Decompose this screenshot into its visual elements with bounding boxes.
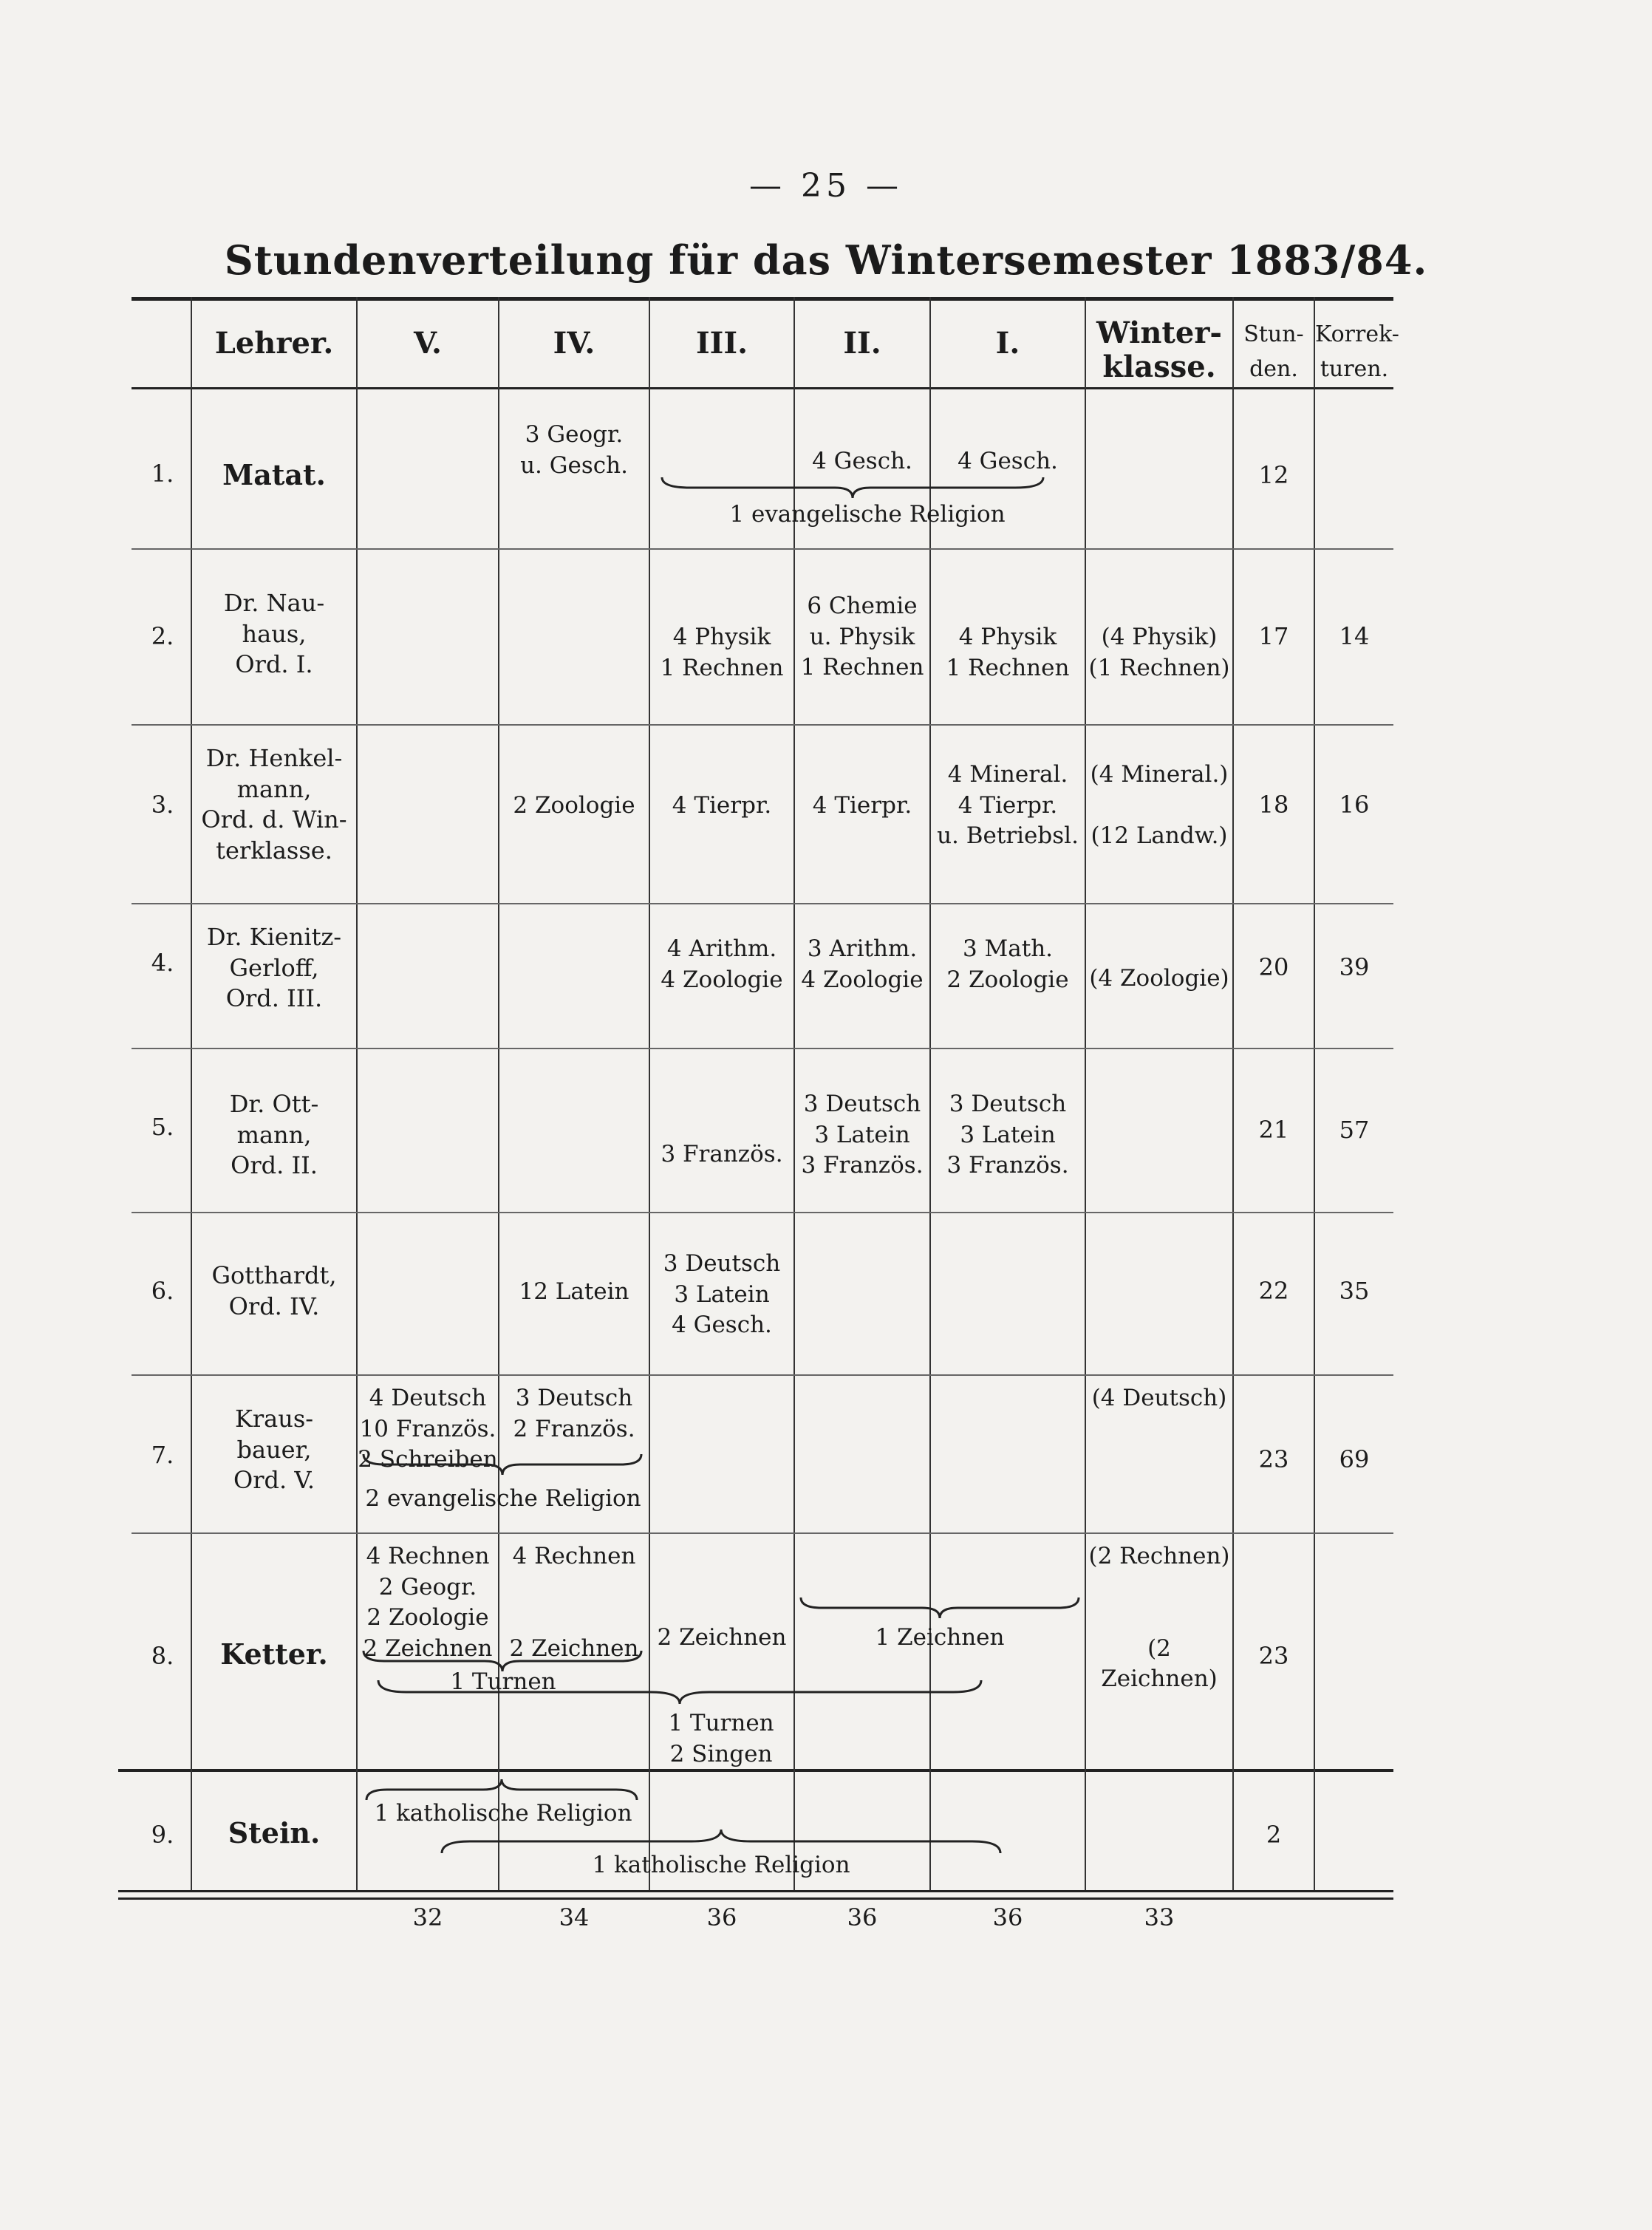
span-lesson: 1 Turnen: [450, 1668, 556, 1695]
row-separator: [132, 1048, 1393, 1049]
header-winter-class: Winter- klasse.: [1096, 316, 1223, 384]
hours-value: 23: [1258, 1642, 1289, 1670]
header-class-iii: III.: [695, 326, 748, 361]
row-separator: [132, 724, 1393, 726]
lesson-cell: 4 Arithm. 4 Zoologie: [661, 935, 783, 993]
teacher-name: Kraus- bauer, Ord. V.: [233, 1405, 315, 1495]
lesson-cell: 4 Gesch.: [812, 448, 912, 474]
header-class-ii: II.: [843, 326, 881, 361]
total-class-iv: 34: [559, 1903, 590, 1931]
teacher-name: Gotthardt, Ord. IV.: [211, 1261, 337, 1320]
header-class-i: I.: [995, 326, 1020, 361]
span-lesson: 2 evangelische Religion: [365, 1485, 641, 1512]
row-separator: [132, 1374, 1393, 1376]
lesson-cell: 6 Chemie u. Physik 1 Rechnen: [800, 593, 924, 681]
hours-value: 23: [1258, 1445, 1289, 1473]
winter-class-cell: (4 Physik) (1 Rechnen): [1088, 624, 1230, 681]
total-class-iii: 36: [706, 1903, 737, 1931]
hours-value: 12: [1258, 461, 1289, 489]
row-number: 9.: [151, 1821, 174, 1849]
winter-class-cell: (4 Deutsch): [1091, 1385, 1227, 1411]
teacher-name: Matat.: [222, 458, 326, 491]
lesson-cell: 2 Zoologie: [513, 792, 635, 819]
total-class-ii: 36: [847, 1903, 878, 1931]
lesson-cell: 4 Deutsch 10 Französ. 2 Schreiben: [358, 1385, 498, 1473]
lesson-cell: 4 Mineral. 4 Tierpr. u. Betriebsl.: [937, 761, 1079, 850]
winter-class-cell: (2 Rechnen) (2 Zeichnen): [1088, 1543, 1230, 1693]
table-top-rule: [132, 297, 1393, 301]
row-number: 7.: [151, 1441, 174, 1469]
hours-value: 21: [1258, 1116, 1289, 1144]
winter-class-cell: (4 Zoologie): [1089, 965, 1229, 992]
row-number: 6.: [151, 1277, 174, 1305]
total-class-v: 32: [412, 1903, 443, 1931]
table-bottom-rule-2: [118, 1897, 1393, 1900]
teacher-name: Ketter.: [220, 1637, 328, 1671]
lesson-cell: 2 Zeichnen: [657, 1624, 787, 1651]
lesson-cell: 4 Tierpr.: [812, 792, 912, 819]
winter-class-cell: (4 Mineral.) (12 Landw.): [1090, 761, 1229, 850]
lesson-cell: 4 Gesch.: [958, 448, 1058, 474]
lesson-cell: 3 Arithm. 4 Zoologie: [801, 935, 924, 993]
lesson-cell: 3 Deutsch 3 Latein 4 Gesch.: [663, 1250, 781, 1339]
row-number: 8.: [151, 1642, 174, 1670]
page-title: Stundenverteilung für das Wintersemester 1883/84.: [224, 236, 1428, 284]
row-number: 3.: [151, 791, 174, 819]
corrections-value: 14: [1339, 622, 1370, 650]
brace-ii-i: [661, 476, 1045, 499]
span-lesson: 1 evangelische Religion: [729, 501, 1006, 528]
span-lesson: 1 Turnen 2 Singen: [668, 1710, 774, 1767]
hours-value: 20: [1258, 953, 1289, 981]
row-separator: [132, 548, 1393, 550]
lesson-cell: 3 Math. 2 Zoologie: [946, 935, 1069, 993]
total-class-i: 36: [992, 1903, 1023, 1931]
lesson-cell: 12 Latein: [519, 1278, 629, 1305]
row-separator: [132, 1212, 1393, 1213]
page-number: — 25 —: [749, 167, 903, 205]
column-separator: [1314, 297, 1315, 1890]
lesson-cell: 3 Deutsch 3 Latein 3 Französ.: [946, 1091, 1069, 1179]
row-separator: [132, 1532, 1393, 1534]
lesson-cell: 3 Deutsch 2 Französ.: [513, 1385, 635, 1442]
header-bottom-rule: [132, 387, 1393, 389]
row-number: 2.: [151, 622, 174, 650]
row-number: 1.: [151, 460, 174, 488]
header-class-v: V.: [414, 326, 442, 361]
span-lesson: 1 katholische Religion: [592, 1852, 850, 1878]
header-corrections: Korrek- turen.: [1315, 321, 1399, 382]
span-lesson: 1 Zeichnen: [875, 1624, 1005, 1651]
brace-v-i: [377, 1679, 983, 1705]
lesson-cell: 4 Tierpr.: [672, 792, 772, 819]
teacher-name: Stein.: [228, 1816, 321, 1849]
lesson-cell: 3 Geogr. u. Gesch.: [520, 421, 628, 479]
corrections-value: 69: [1339, 1445, 1370, 1473]
brace-ii-i: [799, 1596, 1080, 1620]
corrections-value: 16: [1339, 791, 1370, 819]
corrections-value: 35: [1339, 1277, 1370, 1305]
header-hours: Stun- den.: [1243, 321, 1304, 382]
row-number: 5.: [151, 1113, 174, 1141]
hours-value: 18: [1258, 791, 1289, 819]
total-winter-class: 33: [1144, 1903, 1175, 1931]
lesson-cell: 3 Deutsch 3 Latein 3 Französ.: [801, 1091, 924, 1179]
row-separator: [132, 903, 1393, 904]
brace-v-iv: [362, 1453, 643, 1476]
lesson-cell: 4 Physik 1 Rechnen: [660, 624, 784, 681]
teacher-name: Dr. Kienitz- Gerloff, Ord. III.: [206, 923, 342, 1013]
hours-value: 22: [1258, 1277, 1289, 1305]
span-lesson: 1 katholische Religion: [374, 1800, 632, 1827]
teacher-name: Dr. Ott- mann, Ord. II.: [229, 1090, 319, 1180]
header-teacher: Lehrer.: [214, 326, 334, 361]
lesson-cell: 3 Französ.: [661, 1141, 783, 1167]
hours-value: 17: [1258, 622, 1289, 650]
lesson-cell: 4 Rechnen 2 Geogr. 2 Zoologie 2 Zeichnen: [363, 1543, 493, 1662]
header-class-iv: IV.: [553, 326, 595, 361]
corrections-value: 57: [1339, 1116, 1370, 1144]
corrections-value: 39: [1339, 953, 1370, 981]
lesson-cell: 4 Rechnen 2 Zeichnen: [509, 1543, 639, 1662]
teacher-name: Dr. Nau- haus, Ord. I.: [223, 589, 325, 679]
row-number: 4.: [151, 949, 174, 977]
lesson-cell: 4 Physik 1 Rechnen: [946, 624, 1070, 681]
hours-value: 2: [1266, 1821, 1282, 1849]
teacher-name: Dr. Henkel- mann, Ord. d. Win- terklasse.: [201, 744, 347, 865]
table-bottom-rule-1: [118, 1890, 1393, 1892]
